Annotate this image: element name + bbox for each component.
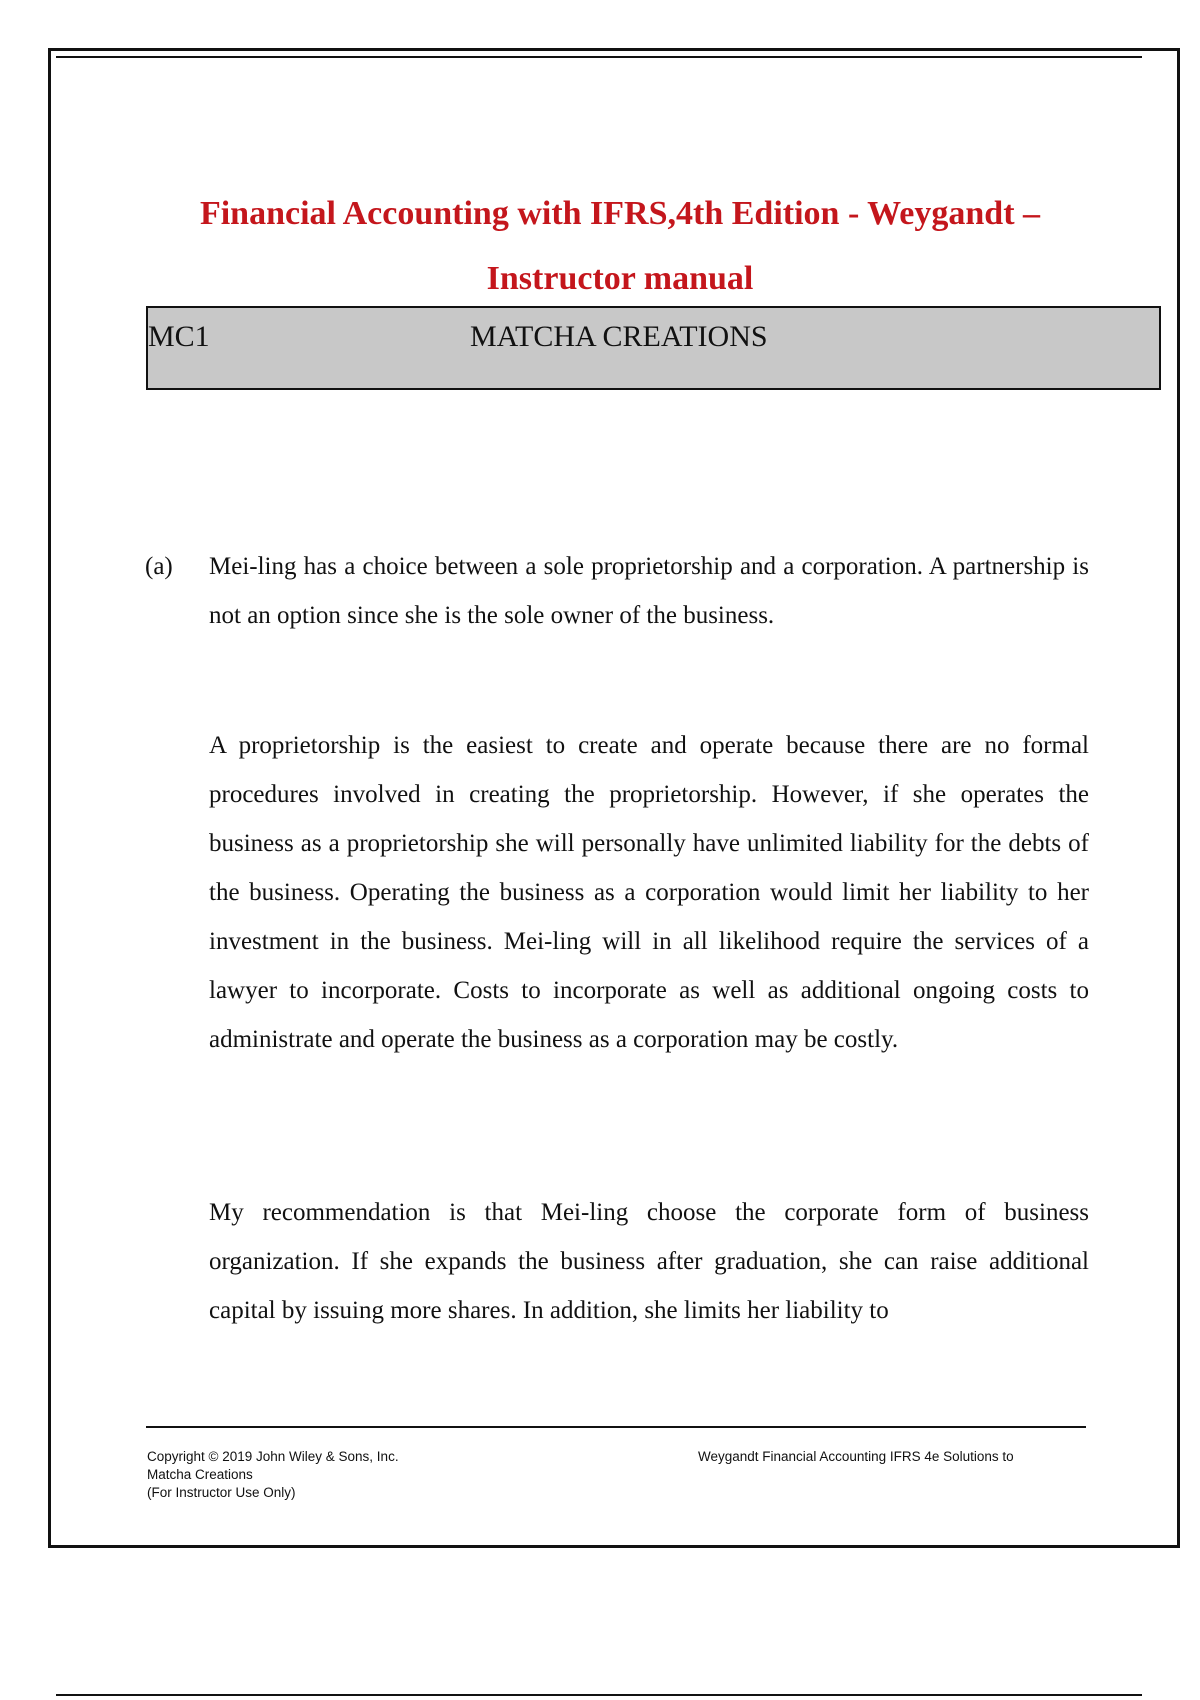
- paragraph-3: My recommendation is that Mei-ling choose the corporate form of business organization. If she expands the business after graduation, she can raise additional capital by issuing more shares. In addition, she limits her liability to: [209, 1199, 1089, 1324]
- case-header-bar: [146, 306, 1161, 390]
- footer-rule: [146, 1426, 1086, 1428]
- section-label: (a): [145, 553, 173, 580]
- document-subtitle: Instructor manual: [486, 260, 754, 297]
- case-code: MC1: [148, 320, 210, 353]
- footer-usage-note: (For Instructor Use Only): [147, 1485, 296, 1500]
- footer-left: [147, 1448, 399, 1502]
- case-name: MATCHA CREATIONS: [470, 320, 768, 353]
- footer-case-name: Matcha Creations: [147, 1467, 253, 1482]
- footer-source: Weygandt Financial Accounting IFRS 4e Solutions to: [698, 1449, 1014, 1464]
- footer-copyright: Copyright © 2019 John Wiley & Sons, Inc.: [147, 1449, 399, 1464]
- paragraph-1: Mei-ling has a choice between a sole proprietorship and a corporation. A partnership is not an option since she is the sole owner of the business.: [209, 553, 1089, 629]
- top-rule: [56, 56, 1142, 58]
- document-title: Financial Accounting with IFRS,4th Edition - Weygandt –: [199, 195, 1041, 232]
- paragraph-2: A proprietorship is the easiest to create and operate because there are no formal procedures involved in creating the proprietorship. However, if she operates the business as a proprietorship she will personally have unlimited liability for the debts of the business. Operating the business as a corporation would limit her liability to her investment in the business. Mei-ling will in all likelihood require the services of a lawyer to incorporate. Costs to incorporate as well as additional ongoing costs to administrate and operate the business as a corporation may be costly.: [209, 732, 1089, 1053]
- bottom-rule: [56, 1694, 1142, 1696]
